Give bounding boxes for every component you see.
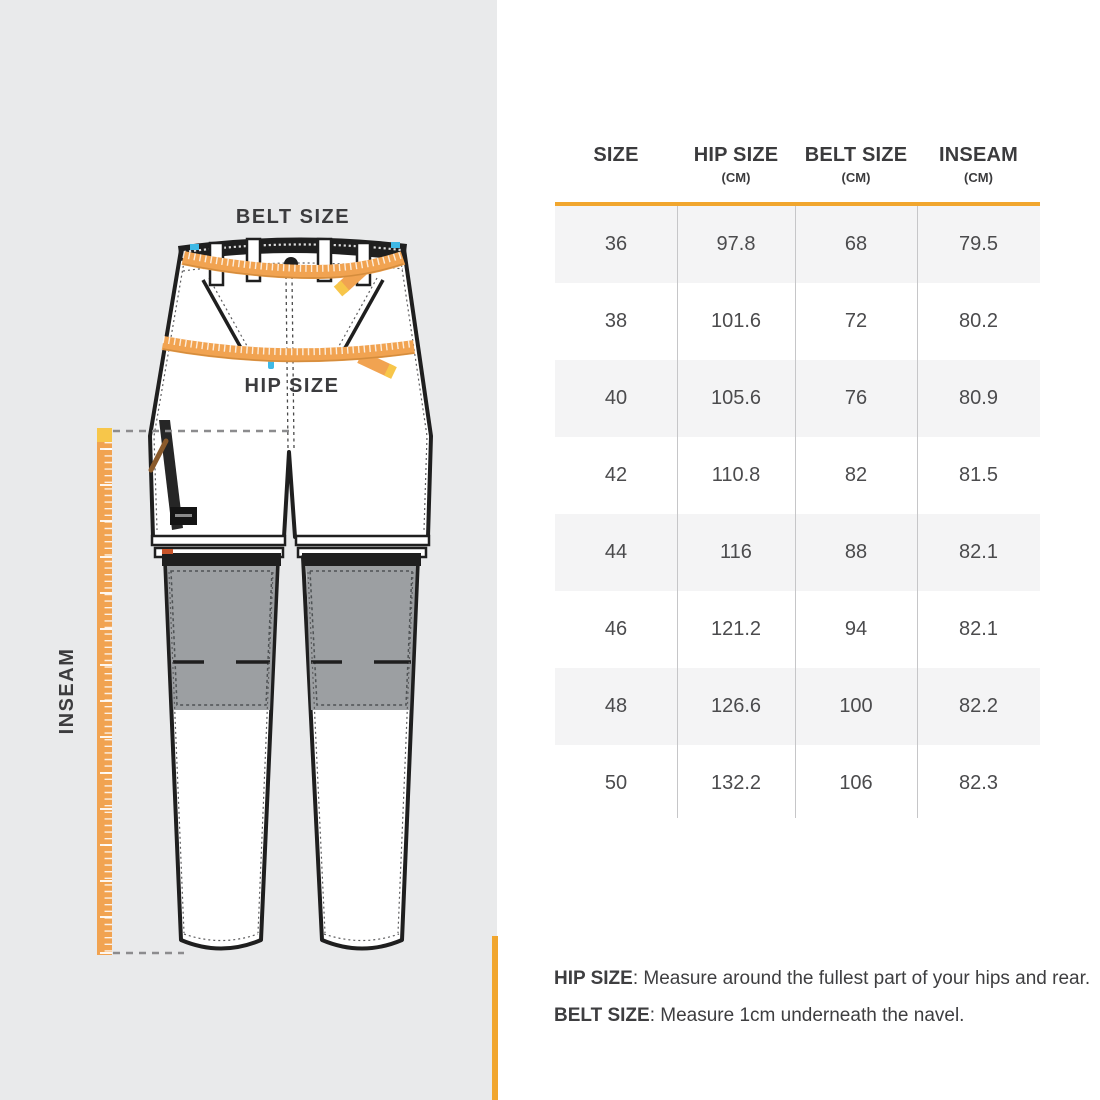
cell-size: 38 (604, 310, 628, 332)
hip-size-label: HIP SIZE (244, 375, 340, 397)
size-table (555, 140, 1040, 822)
cell-hip: 97.8 (716, 233, 756, 255)
knee-panel-left (167, 566, 276, 710)
cell-size: 42 (604, 464, 628, 486)
pants-measurement-diagram (0, 0, 497, 1100)
cell-belt: 100 (839, 695, 873, 717)
col-header-label: BELT SIZE (804, 144, 908, 166)
cell-inseam: 82.2 (959, 695, 998, 717)
note-text: : Measure around the fullest part of your hips and rear. (632, 968, 1091, 989)
cell-size: 48 (604, 695, 628, 717)
brand-tag (170, 507, 197, 525)
cell-belt: 94 (844, 618, 868, 640)
table-row (555, 668, 1040, 745)
table-row (555, 206, 1040, 283)
table-row (555, 514, 1040, 591)
cell-hip: 101.6 (710, 310, 762, 332)
cell-inseam: 80.9 (959, 387, 998, 409)
cell-belt: 88 (844, 541, 868, 563)
table-row (555, 360, 1040, 437)
cell-inseam: 80.2 (959, 310, 998, 332)
table-header (555, 140, 1040, 202)
cell-hip: 116 (720, 541, 752, 563)
cell-size: 50 (604, 772, 628, 794)
cell-hip: 126.6 (710, 695, 762, 717)
cell-hip: 110.8 (711, 464, 761, 486)
table-body (555, 206, 1040, 822)
inseam-tape (97, 428, 112, 955)
cell-hip: 105.6 (710, 387, 762, 409)
column-separator (795, 206, 796, 818)
cell-inseam: 79.5 (959, 233, 998, 255)
cell-belt: 68 (844, 233, 868, 255)
illustration-panel (0, 0, 497, 1100)
col-header-label: HIP SIZE (693, 144, 779, 166)
cell-size: 46 (604, 618, 628, 640)
table-row (555, 283, 1040, 360)
col-header-belt (795, 140, 917, 202)
col-header-label: SIZE (593, 144, 639, 166)
cell-inseam: 82.1 (959, 618, 998, 640)
col-header-label: INSEAM (939, 144, 1018, 166)
cell-size: 40 (604, 387, 628, 409)
table-row (555, 437, 1040, 514)
cell-belt: 76 (844, 387, 868, 409)
cell-size: 36 (604, 233, 628, 255)
cell-inseam: 82.1 (959, 541, 998, 563)
note-label: BELT SIZE (554, 1005, 650, 1026)
col-header-unit: (CM) (841, 170, 871, 185)
table-row (555, 591, 1040, 668)
waist-accent-left (190, 244, 199, 250)
note-text: : Measure 1cm underneath the navel. (649, 1005, 965, 1026)
col-header-inseam (917, 140, 1040, 202)
col-header-hip (677, 140, 795, 202)
accent-bar (492, 936, 498, 1100)
cell-size: 44 (604, 541, 628, 563)
cell-inseam: 81.5 (959, 464, 998, 486)
lower-legs (162, 549, 421, 949)
belt-size-label: BELT SIZE (235, 206, 351, 228)
knee-panel-right (306, 566, 416, 710)
leg-accent-red (162, 549, 173, 554)
cell-hip: 132.2 (710, 772, 762, 794)
column-separator (677, 206, 678, 818)
measurement-notes (554, 967, 1100, 1041)
cell-hip: 121.2 (710, 618, 762, 640)
table-row (555, 745, 1040, 822)
note-belt-size (554, 1004, 1100, 1028)
waist-accent-right (391, 242, 400, 248)
col-header-size (555, 140, 677, 202)
shorts-body (150, 242, 431, 557)
cell-belt: 72 (844, 310, 868, 332)
note-hip-size (554, 967, 1100, 991)
inseam-label: INSEAM (56, 647, 78, 735)
note-label: HIP SIZE (554, 968, 633, 989)
cell-inseam: 82.3 (959, 772, 998, 794)
col-header-unit: (CM) (964, 170, 993, 185)
column-separator (917, 206, 918, 818)
col-header-unit: (CM) (721, 170, 751, 185)
cell-belt: 82 (844, 464, 868, 486)
cell-belt: 106 (839, 772, 873, 794)
